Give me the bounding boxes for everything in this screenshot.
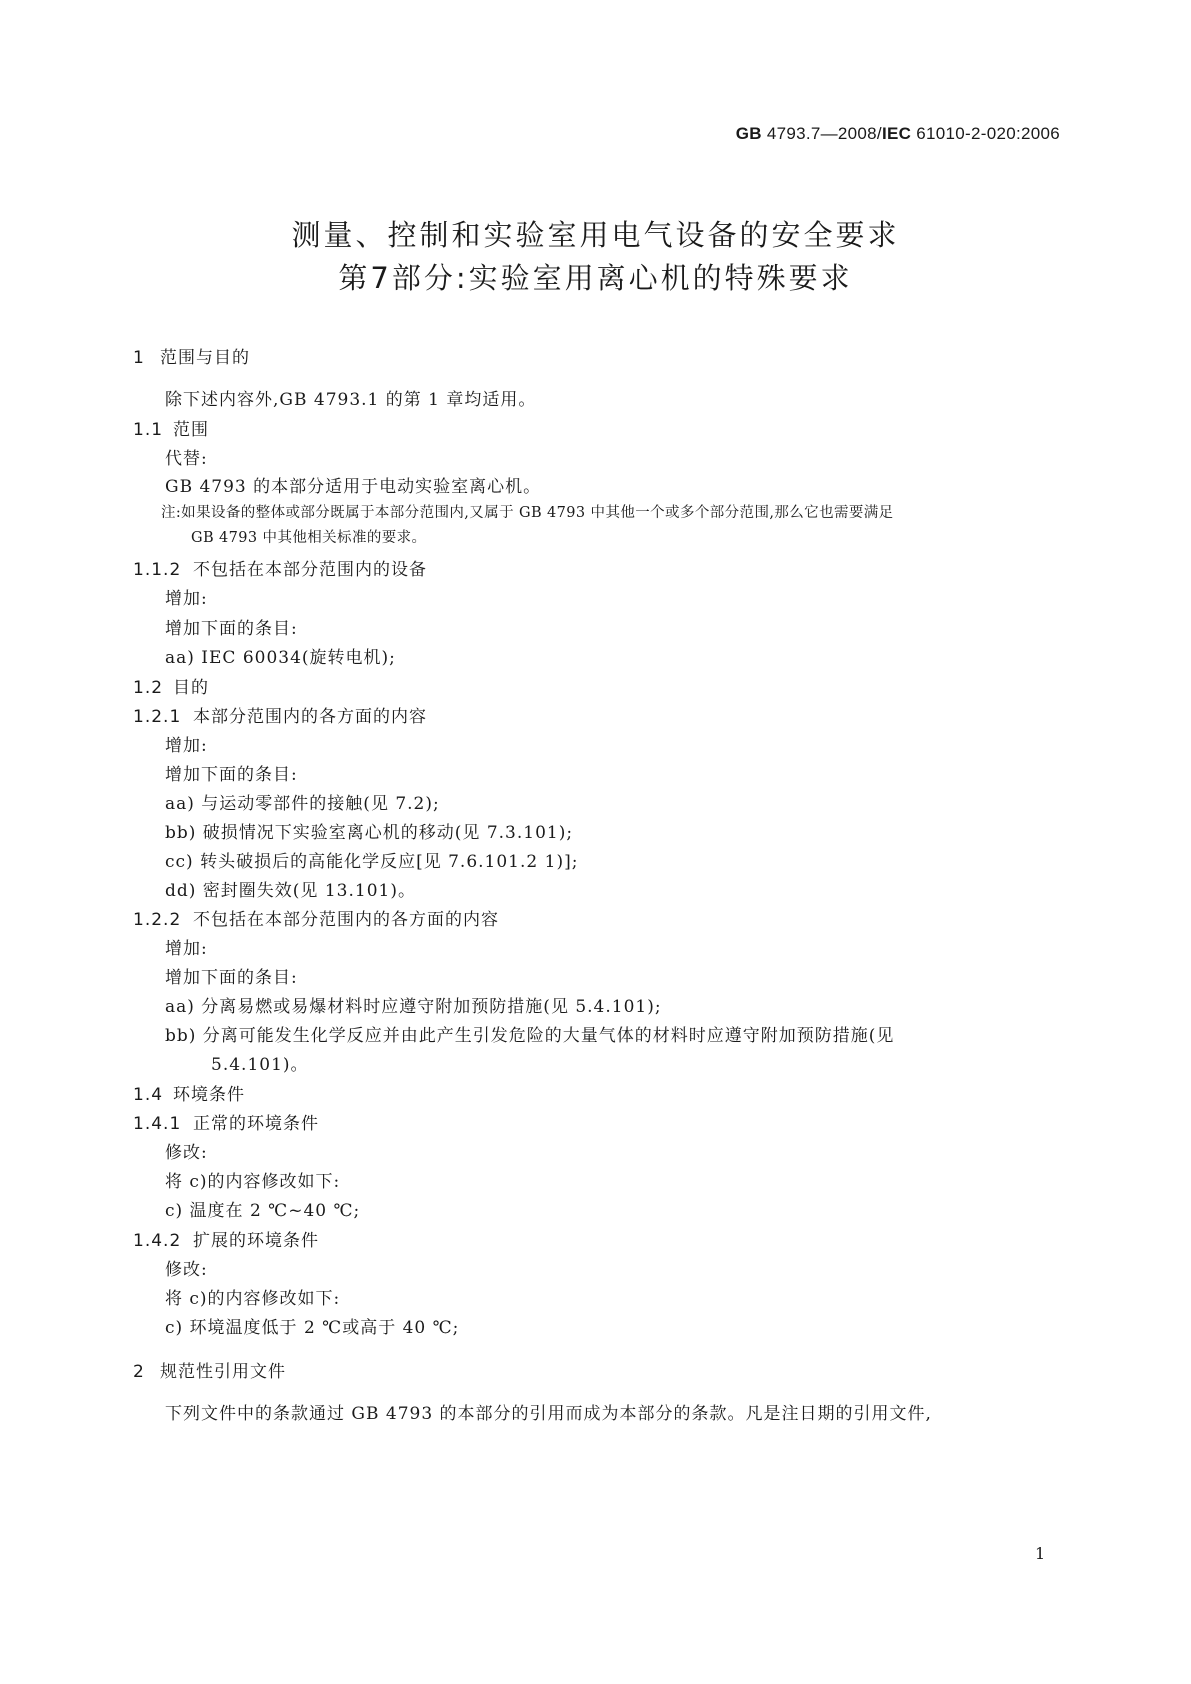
list-item: c) 温度在 2 ℃~40 ℃; <box>165 1201 361 1221</box>
section-heading: 1.4.1 正常的环境条件 <box>133 1114 319 1134</box>
section-heading: 1.4 环境条件 <box>133 1085 245 1105</box>
section-heading: 2 规范性引用文件 <box>133 1362 286 1382</box>
section-heading: 1.2.1 本部分范围内的各方面的内容 <box>133 707 427 727</box>
paragraph: 增加: <box>165 939 208 959</box>
page-number: 1 <box>1035 1544 1046 1563</box>
section-heading: 1.1 范围 <box>133 420 209 440</box>
paragraph: 修改: <box>165 1143 208 1163</box>
list-item: c) 环境温度低于 2 ℃或高于 40 ℃; <box>165 1318 460 1338</box>
list-item: dd) 密封圈失效(见 13.101)。 <box>165 881 416 901</box>
section-heading: 1 范围与目的 <box>133 348 250 368</box>
note-text: 注:如果设备的整体或部分既属于本部分范围内,又属于 GB 4793 中其他一个或多个部分范围,那么它也需要满足 <box>161 505 894 521</box>
paragraph: GB 4793 的本部分适用于电动实验室离心机。 <box>165 477 542 497</box>
standard-identifier: GB 4793.7—2008/IEC 61010-2-020:2006 <box>735 124 1060 143</box>
section-heading: 1.1.2 不包括在本部分范围内的设备 <box>133 560 427 580</box>
paragraph: 将 c)的内容修改如下: <box>165 1172 341 1192</box>
paragraph: 增加下面的条目: <box>165 765 298 785</box>
list-item: bb) 分离可能发生化学反应并由此产生引发危险的大量气体的材料时应遵守附加预防措施(见 <box>165 1026 895 1046</box>
paragraph: 下列文件中的条款通过 GB 4793 的本部分的引用而成为本部分的条款。凡是注日期的引用文件, <box>165 1404 932 1424</box>
note-text: GB 4793 中其他相关标准的要求。 <box>191 530 427 546</box>
paragraph: 增加下面的条目: <box>165 619 298 639</box>
paragraph: 除下述内容外,GB 4793.1 的第 1 章均适用。 <box>165 390 537 410</box>
section-heading: 1.2.2 不包括在本部分范围内的各方面的内容 <box>133 910 499 930</box>
list-item: cc) 转头破损后的高能化学反应[见 7.6.101.2 1)]; <box>165 852 579 872</box>
paragraph: 代替: <box>165 449 208 469</box>
list-item: aa) IEC 60034(旋转电机); <box>165 648 396 668</box>
paragraph: 增加: <box>165 589 208 609</box>
section-heading: 1.4.2 扩展的环境条件 <box>133 1231 319 1251</box>
list-item-continuation: 5.4.101)。 <box>211 1055 309 1075</box>
paragraph: 将 c)的内容修改如下: <box>165 1289 341 1309</box>
title-line-1: 测量、控制和实验室用电气设备的安全要求 <box>291 218 900 252</box>
title-line-2: 第7部分:实验室用离心机的特殊要求 <box>338 261 853 295</box>
section-heading: 1.2 目的 <box>133 678 209 698</box>
paragraph: 增加下面的条目: <box>165 968 298 988</box>
paragraph: 增加: <box>165 736 208 756</box>
list-item: aa) 与运动零部件的接触(见 7.2); <box>165 794 440 814</box>
list-item: bb) 破损情况下实验室离心机的移动(见 7.3.101); <box>165 823 574 843</box>
paragraph: 修改: <box>165 1260 208 1280</box>
list-item: aa) 分离易燃或易爆材料时应遵守附加预防措施(见 5.4.101); <box>165 997 662 1017</box>
